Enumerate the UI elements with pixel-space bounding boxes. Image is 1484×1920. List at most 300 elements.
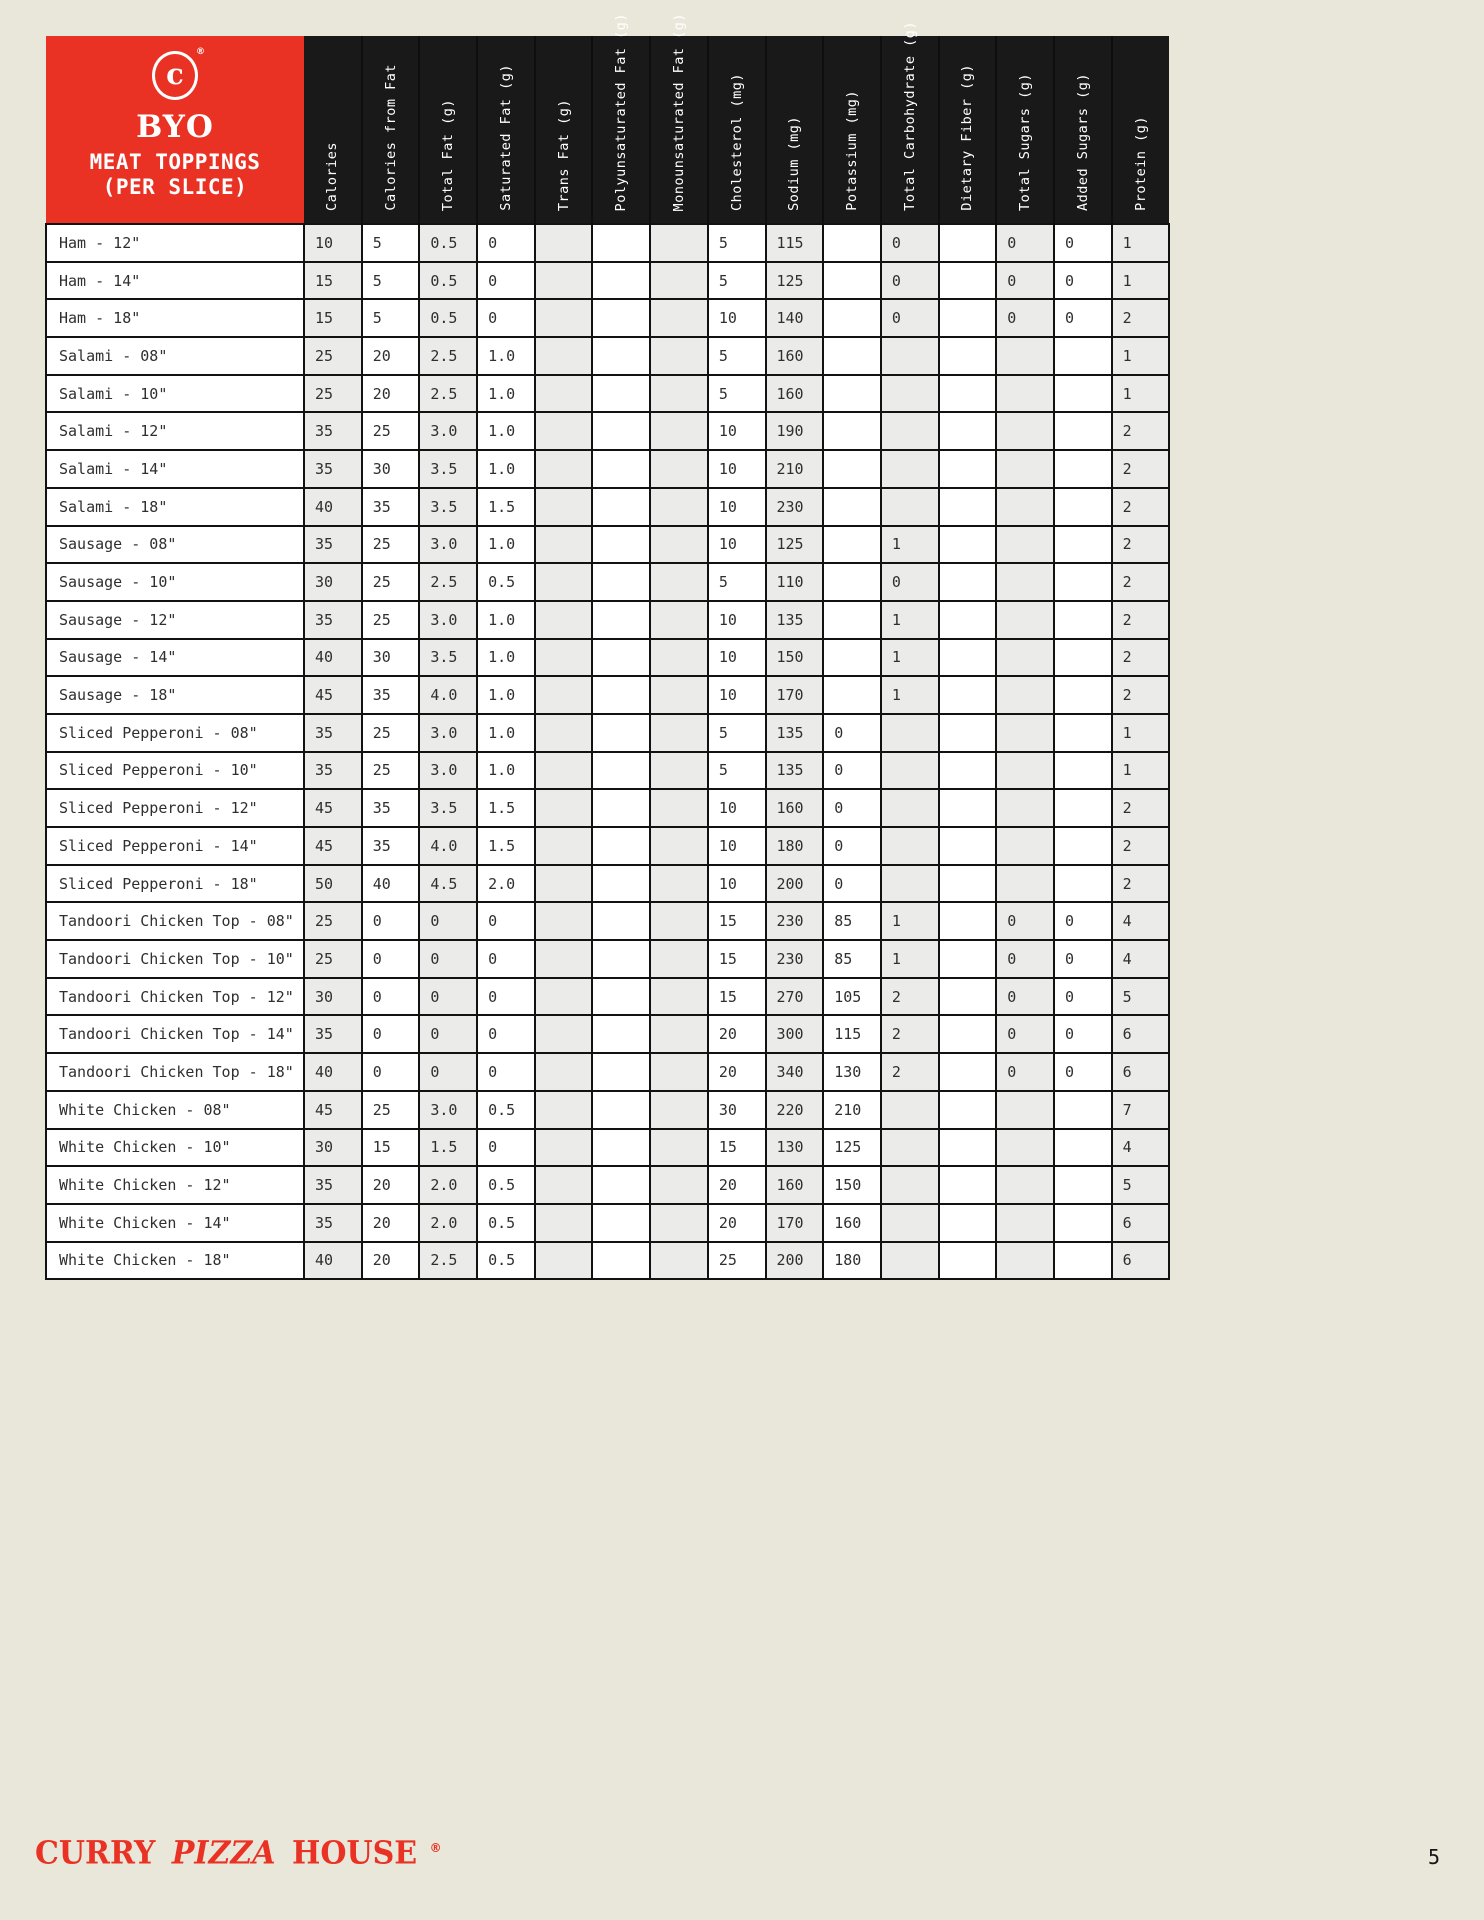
value-cell-calories: 45 (304, 827, 362, 865)
value-cell-polyunsaturated-fat-g (592, 752, 650, 790)
value-cell-added-sugars-g (1054, 1204, 1112, 1242)
value-cell-added-sugars-g (1054, 865, 1112, 903)
value-cell-sodium-mg: 300 (766, 1015, 824, 1053)
value-cell-saturated-fat-g: 1.0 (477, 337, 535, 375)
value-cell-total-fat-g: 2.0 (419, 1166, 477, 1204)
value-cell-sodium-mg: 110 (766, 563, 824, 601)
table-row (46, 978, 1169, 1016)
table-row (46, 902, 1169, 940)
column-header-label: Saturated Fat (g) (497, 64, 514, 211)
table-row (46, 375, 1169, 413)
value-cell-protein-g: 1 (1112, 224, 1170, 262)
value-cell-polyunsaturated-fat-g (592, 1129, 650, 1167)
value-cell-total-sugars-g (996, 1129, 1054, 1167)
value-cell-total-carbohydrate-g: 1 (881, 639, 939, 677)
value-cell-trans-fat-g (535, 224, 593, 262)
value-cell-saturated-fat-g: 1.0 (477, 412, 535, 450)
value-cell-protein-g: 4 (1112, 1129, 1170, 1167)
value-cell-saturated-fat-g: 1.0 (477, 639, 535, 677)
value-cell-saturated-fat-g: 0.5 (477, 1091, 535, 1129)
value-cell-total-sugars-g (996, 601, 1054, 639)
value-cell-added-sugars-g: 0 (1054, 262, 1112, 300)
value-cell-potassium-mg: 85 (823, 902, 881, 940)
value-cell-sodium-mg: 180 (766, 827, 824, 865)
value-cell-added-sugars-g (1054, 1129, 1112, 1167)
value-cell-polyunsaturated-fat-g (592, 827, 650, 865)
column-header-label: Calories from Fat (382, 64, 399, 211)
value-cell-protein-g: 1 (1112, 714, 1170, 752)
value-cell-saturated-fat-g: 1.0 (477, 450, 535, 488)
value-cell-trans-fat-g (535, 1129, 593, 1167)
column-header-trans-fat-g (535, 36, 593, 224)
value-cell-protein-g: 2 (1112, 827, 1170, 865)
value-cell-monounsaturated-fat-g (650, 1204, 708, 1242)
value-cell-calories-from-fat: 20 (362, 375, 420, 413)
table-row (46, 601, 1169, 639)
value-cell-potassium-mg (823, 563, 881, 601)
value-cell-cholesterol-mg: 20 (708, 1015, 766, 1053)
value-cell-calories-from-fat: 25 (362, 563, 420, 601)
value-cell-trans-fat-g (535, 940, 593, 978)
registered-mark: ® (196, 47, 205, 57)
table-row (46, 450, 1169, 488)
value-cell-saturated-fat-g: 1.5 (477, 488, 535, 526)
value-cell-sodium-mg: 210 (766, 450, 824, 488)
value-cell-trans-fat-g (535, 1053, 593, 1091)
value-cell-protein-g: 7 (1112, 1091, 1170, 1129)
value-cell-total-fat-g: 1.5 (419, 1129, 477, 1167)
value-cell-total-sugars-g: 0 (996, 1053, 1054, 1091)
value-cell-calories-from-fat: 5 (362, 262, 420, 300)
column-header-sodium-mg (766, 36, 824, 224)
value-cell-saturated-fat-g: 0 (477, 262, 535, 300)
value-cell-cholesterol-mg: 10 (708, 827, 766, 865)
value-cell-dietary-fiber-g (939, 337, 997, 375)
footer-registered-mark: ® (429, 1840, 442, 1856)
value-cell-total-sugars-g: 0 (996, 1015, 1054, 1053)
value-cell-potassium-mg: 150 (823, 1166, 881, 1204)
value-cell-potassium-mg (823, 224, 881, 262)
row-label: Salami - 08" (46, 337, 304, 375)
value-cell-saturated-fat-g: 0 (477, 978, 535, 1016)
value-cell-total-carbohydrate-g: 1 (881, 940, 939, 978)
value-cell-trans-fat-g (535, 601, 593, 639)
value-cell-added-sugars-g (1054, 789, 1112, 827)
value-cell-cholesterol-mg: 5 (708, 375, 766, 413)
value-cell-total-sugars-g: 0 (996, 224, 1054, 262)
value-cell-monounsaturated-fat-g (650, 639, 708, 677)
value-cell-added-sugars-g (1054, 450, 1112, 488)
value-cell-added-sugars-g (1054, 752, 1112, 790)
value-cell-total-carbohydrate-g: 0 (881, 224, 939, 262)
value-cell-calories-from-fat: 25 (362, 526, 420, 564)
value-cell-total-sugars-g (996, 676, 1054, 714)
value-cell-added-sugars-g: 0 (1054, 224, 1112, 262)
section-title-meat-toppings: MEAT TOPPINGS (89, 149, 261, 174)
row-label: Salami - 18" (46, 488, 304, 526)
value-cell-total-carbohydrate-g: 1 (881, 676, 939, 714)
value-cell-protein-g: 2 (1112, 639, 1170, 677)
value-cell-protein-g: 2 (1112, 601, 1170, 639)
value-cell-total-carbohydrate-g (881, 714, 939, 752)
value-cell-protein-g: 1 (1112, 337, 1170, 375)
value-cell-potassium-mg (823, 262, 881, 300)
value-cell-saturated-fat-g: 0.5 (477, 1166, 535, 1204)
value-cell-calories: 35 (304, 412, 362, 450)
value-cell-potassium-mg: 0 (823, 789, 881, 827)
row-label: White Chicken - 12" (46, 1166, 304, 1204)
column-header-label: Trans Fat (g) (555, 98, 572, 211)
value-cell-trans-fat-g (535, 639, 593, 677)
value-cell-cholesterol-mg: 10 (708, 865, 766, 903)
value-cell-saturated-fat-g: 1.5 (477, 827, 535, 865)
value-cell-protein-g: 1 (1112, 262, 1170, 300)
value-cell-polyunsaturated-fat-g (592, 865, 650, 903)
value-cell-added-sugars-g (1054, 639, 1112, 677)
footer-logo-house: HOUSE (291, 1835, 418, 1872)
value-cell-protein-g: 6 (1112, 1204, 1170, 1242)
footer-logo-pizza: PIZZA (171, 1835, 276, 1872)
value-cell-potassium-mg: 0 (823, 865, 881, 903)
value-cell-calories-from-fat: 0 (362, 978, 420, 1016)
value-cell-total-sugars-g (996, 337, 1054, 375)
footer-logo-curry: CURRY (35, 1835, 156, 1872)
value-cell-calories: 30 (304, 563, 362, 601)
column-header-label: Total Sugars (g) (1017, 72, 1034, 211)
value-cell-calories-from-fat: 0 (362, 940, 420, 978)
value-cell-potassium-mg (823, 639, 881, 677)
value-cell-monounsaturated-fat-g (650, 375, 708, 413)
value-cell-total-fat-g: 0.5 (419, 299, 477, 337)
value-cell-polyunsaturated-fat-g (592, 224, 650, 262)
value-cell-calories: 25 (304, 375, 362, 413)
table-row (46, 676, 1169, 714)
value-cell-calories-from-fat: 40 (362, 865, 420, 903)
value-cell-saturated-fat-g: 1.0 (477, 526, 535, 564)
value-cell-added-sugars-g (1054, 412, 1112, 450)
value-cell-monounsaturated-fat-g (650, 865, 708, 903)
value-cell-protein-g: 5 (1112, 1166, 1170, 1204)
value-cell-total-carbohydrate-g: 2 (881, 978, 939, 1016)
value-cell-monounsaturated-fat-g (650, 299, 708, 337)
value-cell-total-carbohydrate-g: 2 (881, 1053, 939, 1091)
value-cell-sodium-mg: 125 (766, 526, 824, 564)
value-cell-calories: 35 (304, 1204, 362, 1242)
value-cell-calories-from-fat: 25 (362, 412, 420, 450)
value-cell-cholesterol-mg: 5 (708, 224, 766, 262)
row-label: Ham - 14" (46, 262, 304, 300)
value-cell-total-carbohydrate-g: 0 (881, 262, 939, 300)
value-cell-sodium-mg: 160 (766, 1166, 824, 1204)
value-cell-monounsaturated-fat-g (650, 1053, 708, 1091)
value-cell-polyunsaturated-fat-g (592, 1053, 650, 1091)
value-cell-saturated-fat-g: 0.5 (477, 1242, 535, 1280)
row-label: Sliced Pepperoni - 14" (46, 827, 304, 865)
value-cell-trans-fat-g (535, 337, 593, 375)
value-cell-total-sugars-g (996, 526, 1054, 564)
value-cell-added-sugars-g (1054, 827, 1112, 865)
value-cell-trans-fat-g (535, 1166, 593, 1204)
row-label: White Chicken - 14" (46, 1204, 304, 1242)
value-cell-calories-from-fat: 25 (362, 752, 420, 790)
value-cell-calories-from-fat: 35 (362, 676, 420, 714)
value-cell-protein-g: 2 (1112, 676, 1170, 714)
value-cell-monounsaturated-fat-g (650, 224, 708, 262)
value-cell-protein-g: 6 (1112, 1053, 1170, 1091)
table-row (46, 299, 1169, 337)
value-cell-polyunsaturated-fat-g (592, 412, 650, 450)
value-cell-total-fat-g: 3.0 (419, 526, 477, 564)
value-cell-total-carbohydrate-g (881, 1166, 939, 1204)
value-cell-monounsaturated-fat-g (650, 1015, 708, 1053)
value-cell-total-carbohydrate-g (881, 1091, 939, 1129)
value-cell-dietary-fiber-g (939, 714, 997, 752)
table-row (46, 865, 1169, 903)
value-cell-polyunsaturated-fat-g (592, 1204, 650, 1242)
value-cell-sodium-mg: 160 (766, 375, 824, 413)
value-cell-cholesterol-mg: 10 (708, 299, 766, 337)
value-cell-cholesterol-mg: 10 (708, 412, 766, 450)
value-cell-calories: 10 (304, 224, 362, 262)
value-cell-trans-fat-g (535, 488, 593, 526)
row-label: Sausage - 12" (46, 601, 304, 639)
value-cell-total-carbohydrate-g (881, 337, 939, 375)
value-cell-monounsaturated-fat-g (650, 262, 708, 300)
value-cell-trans-fat-g (535, 375, 593, 413)
value-cell-cholesterol-mg: 10 (708, 676, 766, 714)
value-cell-saturated-fat-g: 0 (477, 902, 535, 940)
value-cell-saturated-fat-g: 1.0 (477, 601, 535, 639)
value-cell-sodium-mg: 220 (766, 1091, 824, 1129)
value-cell-trans-fat-g (535, 262, 593, 300)
section-title-byo: BYO (136, 109, 214, 145)
table-row (46, 827, 1169, 865)
value-cell-total-fat-g: 2.5 (419, 375, 477, 413)
value-cell-total-sugars-g: 0 (996, 940, 1054, 978)
value-cell-potassium-mg: 130 (823, 1053, 881, 1091)
value-cell-total-carbohydrate-g (881, 488, 939, 526)
value-cell-total-sugars-g (996, 789, 1054, 827)
value-cell-protein-g: 1 (1112, 375, 1170, 413)
table-row (46, 337, 1169, 375)
value-cell-dietary-fiber-g (939, 601, 997, 639)
value-cell-monounsaturated-fat-g (650, 978, 708, 1016)
value-cell-cholesterol-mg: 5 (708, 262, 766, 300)
row-label: Salami - 14" (46, 450, 304, 488)
value-cell-dietary-fiber-g (939, 789, 997, 827)
value-cell-polyunsaturated-fat-g (592, 789, 650, 827)
value-cell-monounsaturated-fat-g (650, 601, 708, 639)
value-cell-added-sugars-g (1054, 1242, 1112, 1280)
value-cell-calories-from-fat: 5 (362, 299, 420, 337)
value-cell-dietary-fiber-g (939, 526, 997, 564)
value-cell-dietary-fiber-g (939, 1129, 997, 1167)
table-row (46, 789, 1169, 827)
column-header-label: Dietary Fiber (g) (959, 64, 976, 211)
value-cell-total-sugars-g: 0 (996, 262, 1054, 300)
value-cell-dietary-fiber-g (939, 752, 997, 790)
value-cell-total-sugars-g (996, 488, 1054, 526)
value-cell-trans-fat-g (535, 714, 593, 752)
table-row (46, 262, 1169, 300)
value-cell-added-sugars-g: 0 (1054, 940, 1112, 978)
value-cell-calories: 35 (304, 450, 362, 488)
table-row (46, 1242, 1169, 1280)
value-cell-monounsaturated-fat-g (650, 1242, 708, 1280)
value-cell-monounsaturated-fat-g (650, 488, 708, 526)
value-cell-potassium-mg: 125 (823, 1129, 881, 1167)
row-label: Tandoori Chicken Top - 08" (46, 902, 304, 940)
value-cell-trans-fat-g (535, 450, 593, 488)
value-cell-total-fat-g: 0 (419, 978, 477, 1016)
row-label: Sliced Pepperoni - 18" (46, 865, 304, 903)
value-cell-potassium-mg: 115 (823, 1015, 881, 1053)
value-cell-polyunsaturated-fat-g (592, 676, 650, 714)
value-cell-dietary-fiber-g (939, 450, 997, 488)
value-cell-total-carbohydrate-g (881, 789, 939, 827)
value-cell-polyunsaturated-fat-g (592, 450, 650, 488)
value-cell-total-fat-g: 3.0 (419, 714, 477, 752)
value-cell-trans-fat-g (535, 1091, 593, 1129)
table-row (46, 526, 1169, 564)
value-cell-calories: 25 (304, 902, 362, 940)
table-header-row (46, 36, 1169, 224)
page-number: 5 (1427, 1845, 1440, 1869)
value-cell-total-fat-g: 4.0 (419, 827, 477, 865)
column-header-label: Cholesterol (mg) (728, 72, 745, 211)
value-cell-calories: 45 (304, 676, 362, 714)
row-label: White Chicken - 08" (46, 1091, 304, 1129)
value-cell-total-fat-g: 0 (419, 902, 477, 940)
value-cell-trans-fat-g (535, 299, 593, 337)
value-cell-protein-g: 2 (1112, 450, 1170, 488)
table-row (46, 563, 1169, 601)
value-cell-sodium-mg: 340 (766, 1053, 824, 1091)
value-cell-cholesterol-mg: 20 (708, 1204, 766, 1242)
value-cell-trans-fat-g (535, 902, 593, 940)
value-cell-cholesterol-mg: 15 (708, 940, 766, 978)
value-cell-polyunsaturated-fat-g (592, 601, 650, 639)
value-cell-total-carbohydrate-g (881, 1242, 939, 1280)
value-cell-calories: 25 (304, 337, 362, 375)
value-cell-cholesterol-mg: 5 (708, 752, 766, 790)
column-header-label: Added Sugars (g) (1074, 72, 1091, 211)
table-row (46, 714, 1169, 752)
column-header-label: Sodium (mg) (786, 116, 803, 211)
value-cell-protein-g: 2 (1112, 865, 1170, 903)
value-cell-added-sugars-g: 0 (1054, 1053, 1112, 1091)
value-cell-calories: 45 (304, 789, 362, 827)
value-cell-polyunsaturated-fat-g (592, 902, 650, 940)
value-cell-potassium-mg (823, 299, 881, 337)
value-cell-dietary-fiber-g (939, 1166, 997, 1204)
value-cell-trans-fat-g (535, 1204, 593, 1242)
value-cell-added-sugars-g (1054, 1166, 1112, 1204)
column-header-total-carbohydrate-g (881, 21, 939, 224)
value-cell-polyunsaturated-fat-g (592, 563, 650, 601)
value-cell-calories-from-fat: 5 (362, 224, 420, 262)
value-cell-added-sugars-g (1054, 1091, 1112, 1129)
column-header-label: Monounsaturated Fat (g) (670, 12, 687, 211)
value-cell-cholesterol-mg: 10 (708, 639, 766, 677)
value-cell-total-sugars-g: 0 (996, 299, 1054, 337)
column-header-total-sugars-g (996, 36, 1054, 224)
value-cell-monounsaturated-fat-g (650, 940, 708, 978)
column-header-label: Polyunsaturated Fat (g) (613, 12, 630, 211)
value-cell-total-fat-g: 3.5 (419, 789, 477, 827)
table-row (46, 1129, 1169, 1167)
value-cell-cholesterol-mg: 10 (708, 601, 766, 639)
value-cell-trans-fat-g (535, 978, 593, 1016)
table-row (46, 488, 1169, 526)
value-cell-total-fat-g: 2.0 (419, 1204, 477, 1242)
value-cell-total-sugars-g (996, 563, 1054, 601)
value-cell-dietary-fiber-g (939, 299, 997, 337)
column-header-potassium-mg (823, 36, 881, 224)
value-cell-dietary-fiber-g (939, 639, 997, 677)
value-cell-monounsaturated-fat-g (650, 1166, 708, 1204)
value-cell-calories-from-fat: 30 (362, 450, 420, 488)
value-cell-potassium-mg: 210 (823, 1091, 881, 1129)
column-header-label: Calories (324, 141, 341, 211)
value-cell-dietary-fiber-g (939, 1015, 997, 1053)
value-cell-monounsaturated-fat-g (650, 676, 708, 714)
value-cell-total-fat-g: 0 (419, 940, 477, 978)
value-cell-trans-fat-g (535, 676, 593, 714)
value-cell-sodium-mg: 200 (766, 1242, 824, 1280)
brand-monogram-icon (152, 47, 205, 97)
value-cell-monounsaturated-fat-g (650, 714, 708, 752)
value-cell-monounsaturated-fat-g (650, 563, 708, 601)
value-cell-cholesterol-mg: 15 (708, 902, 766, 940)
value-cell-calories: 15 (304, 262, 362, 300)
value-cell-total-sugars-g (996, 714, 1054, 752)
value-cell-sodium-mg: 135 (766, 714, 824, 752)
value-cell-protein-g: 4 (1112, 902, 1170, 940)
value-cell-total-carbohydrate-g (881, 375, 939, 413)
value-cell-potassium-mg (823, 526, 881, 564)
value-cell-protein-g: 2 (1112, 526, 1170, 564)
row-label: Sliced Pepperoni - 08" (46, 714, 304, 752)
value-cell-sodium-mg: 135 (766, 601, 824, 639)
value-cell-potassium-mg (823, 337, 881, 375)
value-cell-potassium-mg (823, 412, 881, 450)
value-cell-added-sugars-g (1054, 676, 1112, 714)
brand-footer-logo (35, 1835, 442, 1872)
value-cell-total-fat-g: 3.0 (419, 412, 477, 450)
value-cell-potassium-mg (823, 450, 881, 488)
value-cell-dietary-fiber-g (939, 865, 997, 903)
value-cell-polyunsaturated-fat-g (592, 526, 650, 564)
row-label: Tandoori Chicken Top - 18" (46, 1053, 304, 1091)
table-row (46, 1015, 1169, 1053)
value-cell-cholesterol-mg: 5 (708, 714, 766, 752)
value-cell-calories-from-fat: 20 (362, 337, 420, 375)
value-cell-calories-from-fat: 35 (362, 789, 420, 827)
value-cell-calories: 50 (304, 865, 362, 903)
row-label: White Chicken - 18" (46, 1242, 304, 1280)
value-cell-total-sugars-g (996, 412, 1054, 450)
value-cell-total-sugars-g (996, 450, 1054, 488)
value-cell-trans-fat-g (535, 1015, 593, 1053)
value-cell-added-sugars-g (1054, 375, 1112, 413)
row-label: Sausage - 08" (46, 526, 304, 564)
value-cell-protein-g: 2 (1112, 412, 1170, 450)
value-cell-saturated-fat-g: 0 (477, 1053, 535, 1091)
value-cell-sodium-mg: 160 (766, 337, 824, 375)
value-cell-protein-g: 5 (1112, 978, 1170, 1016)
value-cell-total-fat-g: 0 (419, 1053, 477, 1091)
